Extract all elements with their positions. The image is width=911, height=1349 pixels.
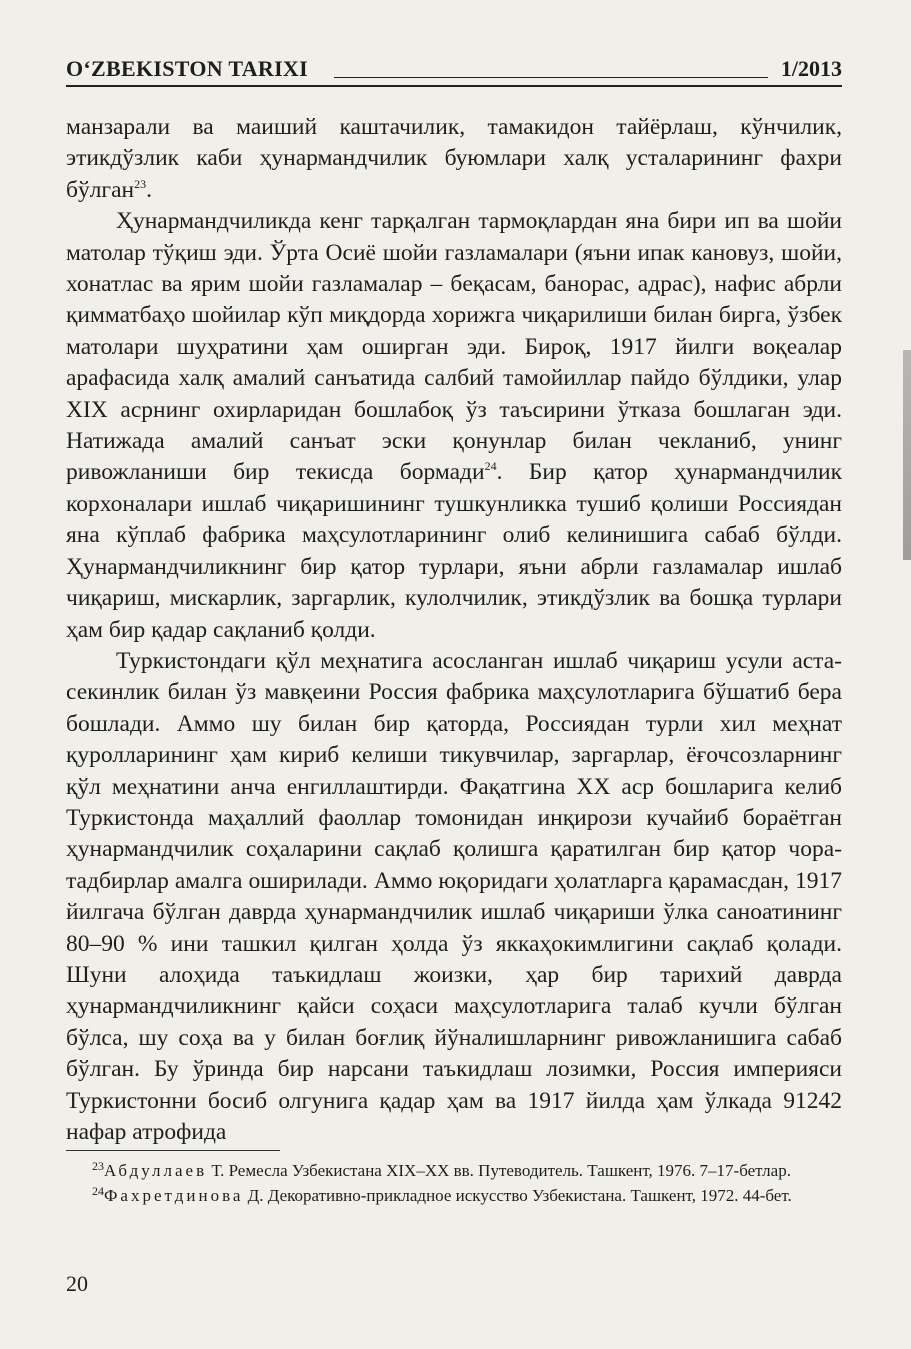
page-number: 20	[66, 1271, 88, 1296]
running-header	[66, 56, 842, 84]
footnote-number: 23	[92, 1159, 104, 1173]
journal-title: O‘ZBEKISTON TARIXI	[66, 56, 308, 81]
footnote-text: Д. Декоративно-прикладное искусство Узбекистана. Ташкент, 1972. 44-бет.	[243, 1186, 792, 1205]
paragraph-2-text-b: . Бир қатор ҳунармандчилик корхоналари ишлаб чиқаришининг тушкунликка тушиб қолиши Россиядан яна кўплаб фабрика маҳсулотларининг олиб келинишига сабаб бўлди. Ҳунармандчиликнинг бир қатор турлари, яъни абрли газламалар ишлаб чиқариш, мискарлик, заргарлик, кулолчилик, этикдўзлик ва бошқа турлари ҳам бир қадар сақланиб қолди.	[66, 459, 842, 643]
footnote-rule	[66, 1150, 280, 1151]
paragraph-1-end: .	[146, 176, 152, 203]
scan-edge-mark	[903, 350, 911, 560]
footnote-number: 24	[92, 1184, 104, 1198]
footnote-ref-24: 24	[484, 459, 497, 474]
footnote-author: Фахретдинова	[104, 1186, 244, 1205]
paragraph-2	[66, 206, 842, 646]
footnotes	[66, 1158, 842, 1208]
paragraph-1-text: манзарали ва маиший каштачилик, тамакидон тайёрлаш, кўнчилик, этикдўзлик каби ҳунармандчилик буюмлари халқ усталарининг фахри бўлган	[66, 114, 842, 203]
footnote-24	[66, 1183, 842, 1208]
footnote-author: Абдуллаев	[104, 1161, 208, 1180]
footnote-text: Т. Ремесла Узбекистана XIX–XX вв. Путеводитель. Ташкент, 1976. 7–17-бетлар.	[207, 1161, 791, 1180]
issue-number: 1/2013	[780, 56, 842, 81]
paragraph-2-text-a: Ҳунармандчиликда кенг тарқалган тармоқлардан яна бири ип ва шойи матолар тўқиш эди. Ўрта Осиё шойи газламалари (яъни ипак кановуз, шойи, хонатлас ва ярим шойи газламалар – бeқасам, банорас, адрас), нафис абрли қимматбаҳо шойилар кўп миқдорда хорижга чиқарилиши билан бирга, ўзбек матолари шуҳратини ҳам оширган эди. Бироқ, 1917 йилги воқеалар арафасида халқ амалий санъатида салбий тамойиллар пайдо бўлдики, улар XIX асрнинг охирларидан бошлабоқ ўз таъсирини ўтказа бошлаган эди. Натижада амалий санъат эски қонунлар билан чекланиб, унинг ривожланиши бир текисда бормади	[66, 208, 842, 486]
header-fill-line	[334, 77, 768, 78]
paragraph-3: Туркистондаги қўл меҳнатига асосланган ишлаб чиқариш усули аста-секинлик билан ўз мавқеини Россия фабрика маҳсулотларига бўшатиб бера бошлади. Аммо шу билан бир қаторда, Россиядан турли хил меҳнат қуролларининг ҳам кириб келиши тикувчилар, заргарлар, ёғочсозларнинг қўл меҳнатини анча енгиллаштирди. Фақатгина XX аср бошларига келиб Туркистонда маҳаллий фаоллар томонидан инқирози кучайиб бораётган ҳунармандчилик соҳаларини сақлаб қолишга қаратилган бир қатор чора-тадбирлар амалга оширилади. Аммо юқоридаги ҳолатларга қарамасдан, 1917 йилгача бўлган даврда ҳунармандчилик ишлаб чиқариши ўлка саноатининг 80–90 % ини ташкил қилган ҳолда ўз яккаҳокимлигини сақлаб қолади. Шуни алоҳида таъкидлаш жоизки, ҳар бир тарихий даврда ҳунармандчиликнинг қайси соҳаси маҳсулотларига талаб кучли бўлган бўлса, шу соҳа ва у билан боғлиқ йўналишларнинг ривожланишига сабаб бўлган. Бу ўринда бир нарсани таъкидлаш лозимки, Россия империяси Туркистонни босиб олгунига қадар ҳам ва 1917 йилда ҳам ўлкада 91242 нафар атрофида	[66, 647, 842, 1145]
footnote-ref-23: 23	[134, 176, 147, 191]
paragraph-1	[66, 112, 842, 206]
footnote-23	[66, 1158, 842, 1183]
header-rule	[66, 85, 842, 87]
body-text	[66, 112, 842, 1148]
